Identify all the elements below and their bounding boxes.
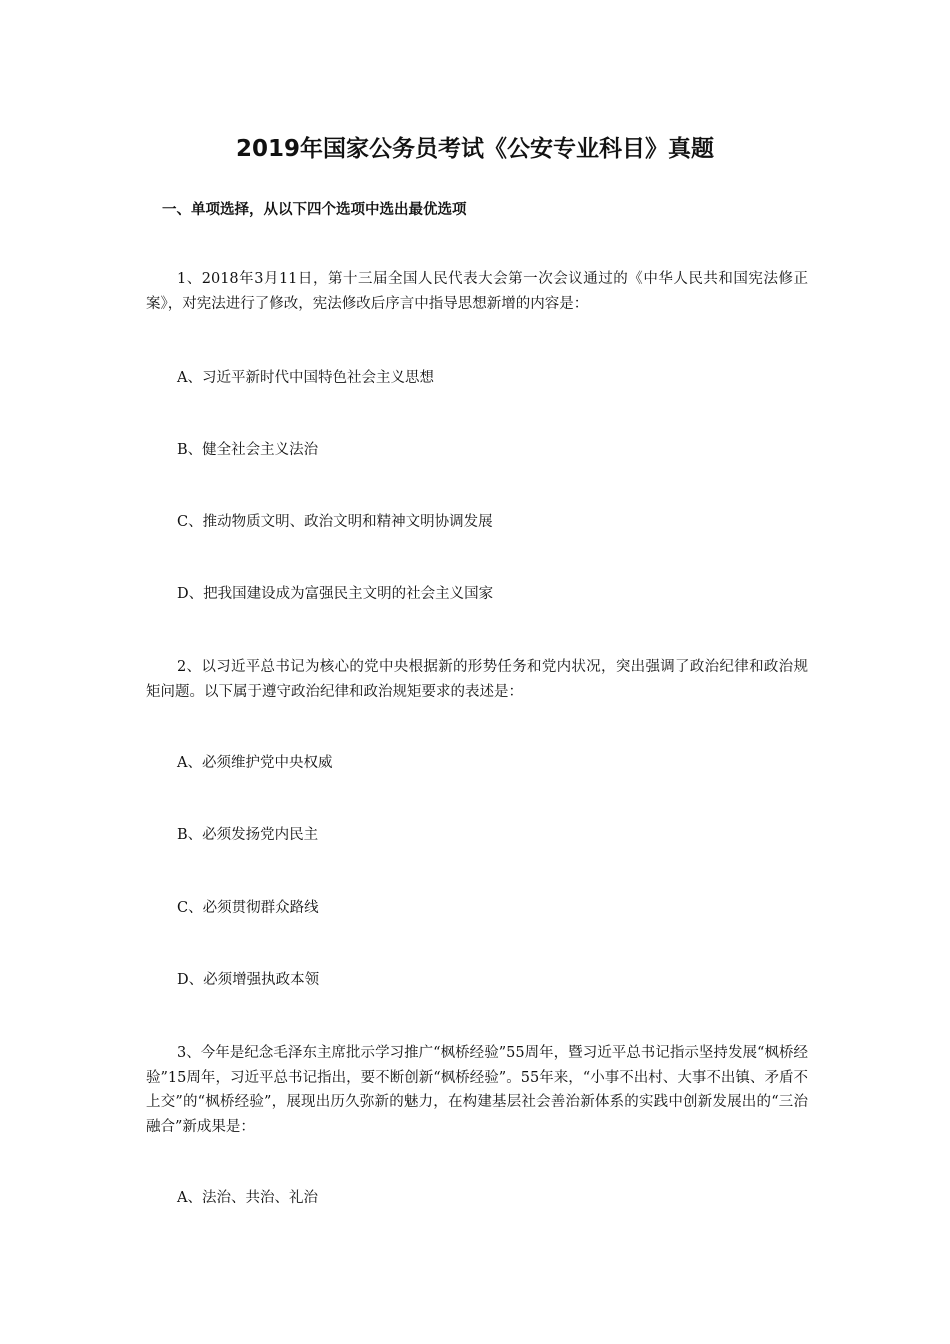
answer-option: A、必须维护党中央权威 xyxy=(177,755,333,771)
answer-option: C、必须贯彻群众路线 xyxy=(177,900,319,916)
answer-option: D、把我国建设成为富强民主文明的社会主义国家 xyxy=(177,586,494,602)
answer-option: A、法治、共治、礼治 xyxy=(177,1190,318,1206)
answer-option: B、必须发扬党内民主 xyxy=(177,827,319,843)
question-stem: 2、以习近平总书记为核心的党中央根据新的形势任务和党内状况，突出强调了政治纪律和政治规矩问题。以下属于遵守政治纪律和政治规矩要求的表述是： xyxy=(146,659,808,700)
answer-option: D、必须增强执政本领 xyxy=(177,972,320,988)
answer-option: B、健全社会主义法治 xyxy=(177,442,319,458)
answer-option: C、推动物质文明、政治文明和精神文明协调发展 xyxy=(177,514,493,530)
question-stem: 3、今年是纪念毛泽东主席批示学习推广“枫桥经验”55周年，暨习近平总书记指示坚持发展“枫桥经验”15周年，习近平总书记指出，要不断创新“枫桥经验”。55年来，“小事不出村、大事不出镇、矛盾不上交”的“枫桥经验”，展现出历久弥新的魅力，在构建基层社会善治新体系的实践中创新发展出的“三治融合”新成果是： xyxy=(146,1045,808,1135)
section-heading: 一、单项选择，从以下四个选项中选出最优选项 xyxy=(162,202,467,218)
answer-option: A、习近平新时代中国特色社会主义思想 xyxy=(177,370,434,386)
question-stem: 1、2018年3月11日，第十三届全国人民代表大会第一次会议通过的《中华人民共和国宪法修正案》，对宪法进行了修改，宪法修改后序言中指导思想新增的内容是： xyxy=(146,271,808,312)
document-title: 2019年国家公务员考试《公安专业科目》真题 xyxy=(235,136,714,162)
